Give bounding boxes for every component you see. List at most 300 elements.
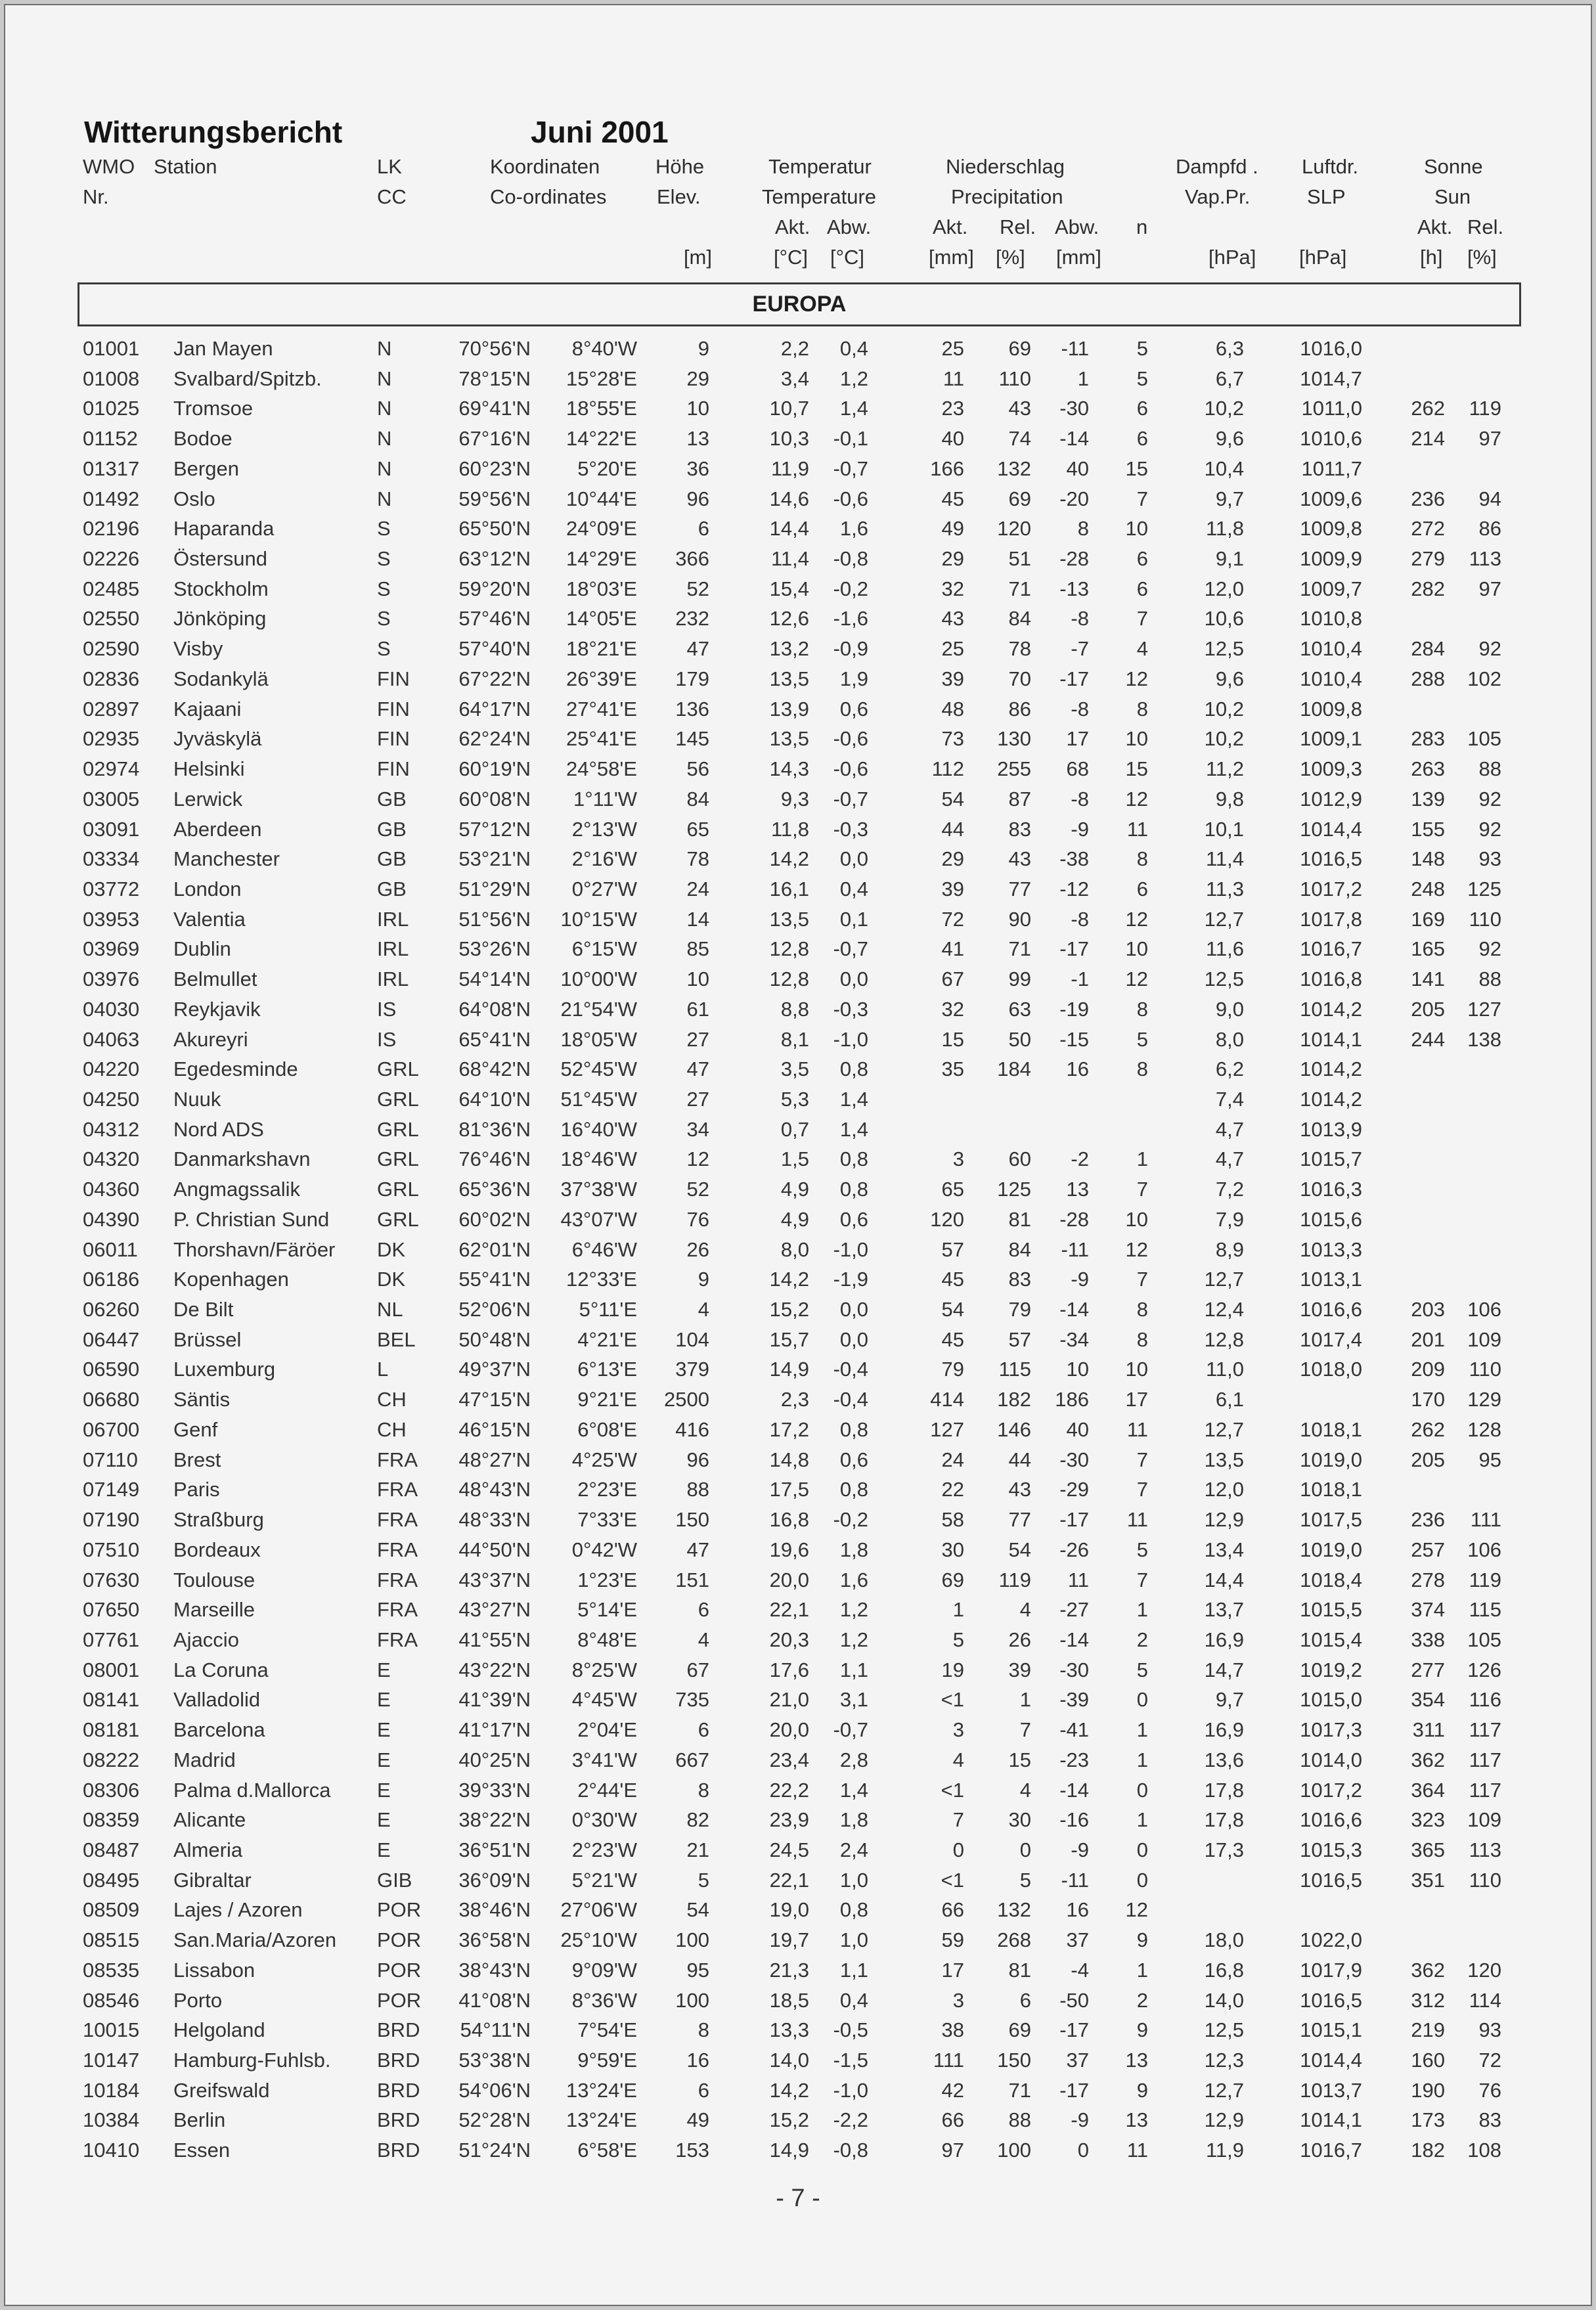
cell-slp: 1016,5 [1300, 847, 1362, 871]
cell-temp: 14,0 [769, 2049, 809, 2072]
cell-temp: 11,9 [770, 456, 809, 480]
cell-precip-rel: 60 [1008, 1147, 1031, 1171]
cell-elev: 36 [686, 456, 709, 480]
cell-station: Brest [173, 1448, 221, 1471]
cell-precip: 67 [941, 967, 964, 991]
cell-precip-dev: 10 [1066, 1358, 1089, 1381]
cell-precip: 45 [941, 1327, 964, 1351]
cell-precip-dev: -16 [1059, 1808, 1089, 1832]
cell-wmo: 07110 [83, 1448, 138, 1471]
cell-sun-rel: 120 [1467, 1958, 1501, 1982]
cell-lon: 18°05'W [560, 1027, 637, 1051]
cell-temp: 19,6 [769, 1538, 809, 1561]
cell-precip-dev: -8 [1071, 907, 1089, 931]
cell-precip-rel: 57 [1008, 1327, 1031, 1351]
cell-station: Marseille [173, 1598, 255, 1622]
cell-temp-dev: 0,8 [839, 1178, 868, 1201]
cell-precip-dev: -14 [1059, 427, 1089, 451]
cell-n: 6 [1136, 577, 1148, 600]
cell-wmo: 06186 [83, 1268, 140, 1291]
cell-precip: 48 [941, 697, 964, 721]
cell-precip: 43 [941, 607, 964, 631]
header-sun-rel: Rel. [1467, 215, 1504, 238]
cell-lat: 52°06'N [458, 1298, 531, 1322]
cell-sun: 288 [1411, 667, 1445, 690]
table-row [5, 844, 1591, 874]
cell-temp-dev: -0,6 [833, 727, 868, 751]
table-row [5, 514, 1591, 544]
cell-precip-dev: -9 [1071, 817, 1089, 841]
cell-slp: 1017,2 [1300, 877, 1362, 900]
cell-lat: 60°19'N [458, 757, 531, 781]
cell-wmo: 06700 [83, 1417, 140, 1441]
cell-slp: 1016,8 [1300, 967, 1362, 991]
cell-vap: 8,9 [1215, 1237, 1244, 1261]
cell-precip-rel: 43 [1008, 1478, 1031, 1501]
cell-precip-rel: 39 [1008, 1658, 1031, 1681]
cell-n: 15 [1125, 757, 1148, 781]
cell-precip-rel: 132 [997, 456, 1031, 480]
cell-lat: 41°39'N [458, 1688, 531, 1712]
cell-station: Luxemburg [173, 1358, 276, 1381]
cell-precip-rel: 71 [1008, 577, 1031, 600]
cell-lat: 59°56'N [458, 487, 531, 510]
cell-precip-dev: 68 [1066, 757, 1089, 781]
cell-precip-dev: -9 [1071, 1838, 1089, 1861]
cell-lat: 36°58'N [458, 1928, 531, 1952]
cell-station: Genf [173, 1417, 218, 1441]
cell-vap: 6,3 [1215, 337, 1244, 360]
cell-precip-dev: -1 [1071, 967, 1089, 991]
cell-elev: 52 [686, 1178, 709, 1201]
cell-lat: 53°26'N [458, 937, 531, 961]
table-row [5, 1174, 1591, 1205]
cell-elev: 34 [686, 1117, 709, 1141]
cell-vap: 9,7 [1215, 487, 1244, 510]
cell-elev: 153 [675, 2139, 709, 2162]
cell-wmo: 07761 [83, 1628, 140, 1651]
table-row [5, 1445, 1591, 1475]
cell-vap: 7,2 [1215, 1178, 1244, 1201]
cell-temp: 24,5 [769, 1838, 809, 1861]
cell-temp: 12,8 [769, 937, 809, 961]
cell-temp: 19,7 [769, 1928, 809, 1952]
cell-vap: 11,2 [1205, 757, 1244, 781]
cell-lon: 18°03'E [566, 577, 637, 600]
cell-country: S [377, 637, 391, 661]
cell-slp: 1013,3 [1300, 1237, 1362, 1261]
cell-sun-rel: 117 [1469, 1718, 1501, 1742]
cell-station: Gibraltar [173, 1868, 252, 1892]
cell-wmo: 04320 [83, 1147, 140, 1171]
document-page [4, 4, 1592, 2306]
cell-station: London [173, 877, 242, 900]
cell-wmo: 02974 [83, 757, 140, 781]
cell-lon: 6°08'E [577, 1417, 637, 1441]
cell-station: Danmarkshavn [173, 1147, 311, 1171]
cell-vap: 10,2 [1204, 697, 1244, 721]
header-precip-unit: [mm] [929, 246, 974, 269]
cell-elev: 100 [675, 1988, 709, 2012]
cell-temp-dev: 0,4 [839, 337, 868, 360]
cell-precip-rel: 115 [998, 1358, 1031, 1381]
cell-sun-rel: 92 [1478, 637, 1501, 661]
cell-temp: 17,6 [769, 1658, 809, 1681]
cell-sun-rel: 97 [1478, 577, 1501, 600]
cell-precip: 42 [941, 2078, 964, 2102]
cell-precip-dev: -38 [1059, 847, 1089, 871]
cell-sun: 182 [1411, 2139, 1445, 2162]
table-row [5, 1415, 1591, 1445]
cell-elev: 100 [675, 1928, 709, 1952]
cell-precip-rel: 255 [997, 757, 1031, 781]
cell-station: Tromsoe [173, 397, 254, 420]
cell-lon: 27°06'W [560, 1898, 637, 1922]
cell-elev: 145 [675, 727, 709, 751]
cell-wmo: 06680 [83, 1388, 140, 1411]
cell-slp: 1010,4 [1300, 637, 1362, 661]
cell-wmo: 07190 [83, 1508, 140, 1532]
cell-precip-dev: -30 [1059, 1448, 1089, 1471]
cell-lon: 25°10'W [560, 1928, 637, 1952]
cell-temp-dev: 3,1 [839, 1688, 868, 1712]
cell-precip-rel: 15 [1008, 1748, 1031, 1771]
cell-elev: 67 [686, 1658, 709, 1681]
cell-lat: 48°33'N [458, 1508, 531, 1532]
cell-sun: 272 [1411, 517, 1445, 541]
cell-sun-rel: 94 [1478, 487, 1501, 510]
cell-slp: 1013,7 [1300, 2078, 1362, 2102]
cell-vap: 4,7 [1215, 1147, 1244, 1171]
cell-n: 8 [1136, 997, 1148, 1021]
cell-precip-rel: 99 [1008, 967, 1031, 991]
cell-n: 12 [1125, 787, 1148, 811]
cell-vap: 16,9 [1204, 1718, 1244, 1742]
cell-station: Greifswald [173, 2078, 270, 2102]
table-row [5, 754, 1591, 784]
cell-temp-dev: -0,7 [833, 787, 868, 811]
cell-elev: 16 [686, 2049, 709, 2072]
cell-station: Jyväskylä [173, 727, 262, 751]
cell-n: 7 [1136, 1178, 1148, 1201]
cell-precip: 66 [941, 2108, 964, 2132]
table-row [5, 1805, 1591, 1835]
cell-temp-dev: 0,8 [839, 1898, 868, 1922]
header-precip-en: Precipitation [951, 185, 1063, 208]
cell-lon: 7°33'E [577, 1508, 637, 1532]
header-vap-unit: [hPa] [1208, 246, 1256, 269]
cell-sun: 244 [1411, 1027, 1445, 1051]
cell-slp: 1016,7 [1300, 2139, 1362, 2162]
cell-elev: 232 [675, 607, 709, 631]
cell-slp: 1009,6 [1300, 487, 1362, 510]
cell-elev: 4 [698, 1628, 709, 1651]
cell-station: Stockholm [173, 577, 269, 600]
cell-temp: 21,3 [769, 1958, 809, 1982]
cell-precip: 39 [941, 877, 964, 900]
cell-vap: 12,3 [1204, 2049, 1244, 2072]
cell-lon: 26°39'E [566, 667, 637, 690]
cell-temp: 13,9 [769, 697, 809, 721]
cell-sun: 257 [1411, 1538, 1445, 1561]
cell-wmo: 02590 [83, 637, 140, 661]
cell-precip-rel: 84 [1008, 1237, 1031, 1261]
cell-sun-rel: 114 [1469, 1988, 1501, 2012]
table-row [5, 424, 1591, 454]
cell-precip: 3 [952, 1988, 964, 2012]
cell-station: Jan Mayen [173, 337, 273, 360]
cell-temp-dev: -0,9 [833, 637, 868, 661]
cell-elev: 95 [686, 1958, 709, 1982]
cell-country: FIN [377, 697, 410, 721]
cell-temp: 15,2 [769, 2108, 809, 2132]
cell-lon: 10°15'W [560, 907, 637, 931]
cell-precip-dev: -20 [1059, 487, 1089, 510]
cell-n: 7 [1136, 487, 1148, 510]
table-row [5, 393, 1591, 424]
cell-sun-rel: 93 [1478, 847, 1501, 871]
header-coords: Koordinaten [490, 155, 600, 178]
cell-slp: 1017,9 [1300, 1958, 1362, 1982]
cell-station: Bergen [173, 456, 239, 480]
cell-elev: 379 [675, 1358, 709, 1381]
table-row [5, 364, 1591, 394]
cell-vap: 17,3 [1204, 1838, 1244, 1861]
cell-precip: <1 [941, 1778, 964, 1802]
cell-wmo: 07149 [83, 1478, 140, 1501]
cell-country: GB [377, 817, 407, 841]
cell-temp: 20,0 [769, 1718, 809, 1742]
cell-country: POR [377, 1928, 422, 1952]
cell-elev: 5 [698, 1868, 709, 1892]
cell-elev: 416 [675, 1417, 709, 1441]
cell-lon: 8°36'W [571, 1988, 637, 2012]
cell-temp-dev: 0,0 [839, 1298, 868, 1322]
cell-precip: 44 [941, 817, 964, 841]
cell-elev: 76 [686, 1207, 709, 1231]
cell-precip-dev: -26 [1059, 1538, 1089, 1561]
cell-lat: 48°43'N [458, 1478, 531, 1501]
cell-temp-dev: 1,9 [839, 667, 868, 690]
cell-station: Barcelona [173, 1718, 265, 1742]
cell-wmo: 03953 [83, 907, 140, 931]
cell-sun-rel: 110 [1469, 1868, 1501, 1892]
cell-n: 6 [1136, 877, 1148, 900]
cell-lon: 10°44'E [566, 487, 637, 510]
cell-temp-dev: -0,4 [833, 1388, 868, 1411]
cell-sun: 236 [1411, 487, 1445, 510]
cell-vap: 11,4 [1205, 847, 1244, 871]
cell-lat: 54°11'N [460, 2018, 531, 2042]
cell-elev: 47 [686, 1057, 709, 1081]
cell-elev: 54 [686, 1898, 709, 1922]
cell-elev: 12 [686, 1147, 709, 1171]
cell-country: E [377, 1718, 391, 1742]
cell-temp: 20,0 [769, 1568, 809, 1591]
cell-lon: 14°22'E [566, 427, 637, 451]
cell-sun-rel: 105 [1467, 1628, 1501, 1651]
cell-lon: 25°41'E [566, 727, 637, 751]
cell-country: FRA [377, 1628, 418, 1651]
cell-precip-dev: -13 [1059, 577, 1089, 600]
cell-temp: 2,3 [780, 1388, 809, 1411]
header-station: Station [154, 155, 217, 178]
cell-country: FIN [377, 757, 410, 781]
cell-temp: 14,3 [769, 757, 809, 781]
cell-lon: 1°11'W [573, 787, 637, 811]
cell-n: 7 [1136, 1478, 1148, 1501]
cell-country: BRD [377, 2108, 420, 2132]
cell-precip-dev: 16 [1066, 1057, 1089, 1081]
header-temp-en: Temperature [762, 185, 877, 208]
table-row [5, 1354, 1591, 1385]
cell-lon: 43°07'W [560, 1207, 637, 1231]
cell-lat: 62°24'N [458, 727, 531, 751]
cell-lat: 36°09'N [458, 1868, 531, 1892]
cell-slp: 1016,6 [1300, 1808, 1362, 1832]
table-row [5, 1205, 1591, 1235]
header-lk: LK [377, 155, 402, 178]
cell-sun-rel: 92 [1478, 817, 1501, 841]
cell-country: S [377, 547, 391, 571]
cell-elev: 136 [675, 697, 709, 721]
cell-slp: 1018,1 [1300, 1478, 1362, 1501]
cell-temp: 14,2 [769, 1268, 809, 1291]
cell-temp-dev: 0,6 [839, 697, 868, 721]
cell-precip-dev: -30 [1059, 397, 1089, 420]
header-temp-akt: Akt. [775, 215, 810, 238]
cell-station: Kopenhagen [173, 1268, 289, 1291]
table-row [5, 1775, 1591, 1806]
header-temp-abw: Abw. [827, 215, 872, 238]
cell-vap: 9,6 [1215, 427, 1244, 451]
cell-lon: 2°13'W [571, 817, 637, 841]
cell-temp: 8,0 [780, 1237, 809, 1261]
cell-precip: 35 [941, 1057, 964, 1081]
cell-precip-rel: 1 [1019, 1688, 1031, 1712]
header-vap: Dampfd . [1176, 155, 1258, 178]
cell-station: Egedesminde [173, 1057, 298, 1081]
cell-precip-dev: -7 [1071, 637, 1089, 661]
cell-wmo: 08001 [83, 1658, 140, 1681]
cell-wmo: 08515 [83, 1928, 140, 1952]
header-elev: Höhe [655, 155, 705, 178]
cell-vap: 10,4 [1204, 456, 1244, 480]
cell-sun: 236 [1411, 1508, 1445, 1532]
cell-wmo: 10410 [83, 2139, 140, 2162]
cell-precip-dev: -17 [1059, 2078, 1089, 2102]
header-temp-unit: [°C] [774, 246, 809, 269]
cell-precip: 30 [941, 1538, 964, 1561]
cell-temp-dev: 0,0 [839, 967, 868, 991]
cell-n: 9 [1136, 1928, 1148, 1952]
cell-precip-rel: 110 [998, 366, 1031, 390]
table-row [5, 1264, 1591, 1295]
cell-temp: 4,9 [780, 1207, 809, 1231]
cell-country: CH [377, 1388, 407, 1411]
cell-temp: 1,5 [780, 1147, 809, 1171]
cell-vap: 11,6 [1205, 937, 1244, 961]
cell-n: 1 [1136, 1808, 1148, 1832]
cell-station: Kajaani [173, 697, 242, 721]
cell-sun-rel: 88 [1478, 967, 1501, 991]
cell-precip-dev: 37 [1066, 2049, 1089, 2072]
cell-sun: 248 [1411, 877, 1445, 900]
cell-lat: 51°29'N [458, 877, 531, 900]
cell-slp: 1015,0 [1300, 1688, 1362, 1712]
cell-temp-dev: -1,6 [833, 607, 868, 631]
cell-sun: 354 [1411, 1688, 1445, 1712]
cell-country: FRA [377, 1448, 418, 1471]
cell-temp-dev: 1,4 [839, 1088, 868, 1111]
cell-precip-rel: 6 [1019, 1988, 1031, 2012]
cell-precip: 32 [941, 997, 964, 1021]
cell-elev: 2500 [664, 1388, 709, 1411]
cell-n: 10 [1125, 727, 1148, 751]
cell-precip-rel: 77 [1008, 877, 1031, 900]
cell-slp: 1011,0 [1301, 397, 1362, 420]
cell-elev: 56 [686, 757, 709, 781]
cell-vap: 16,9 [1204, 1628, 1244, 1651]
cell-sun-rel: 108 [1467, 2139, 1501, 2162]
cell-precip: 40 [941, 427, 964, 451]
cell-precip: 41 [941, 937, 964, 961]
cell-station: Ajaccio [173, 1628, 239, 1651]
cell-country: GIB [377, 1868, 412, 1892]
cell-precip: 59 [941, 1928, 964, 1952]
cell-vap: 13,4 [1204, 1538, 1244, 1561]
header-elev-en: Elev. [657, 185, 701, 208]
cell-temp: 22,1 [769, 1868, 809, 1892]
cell-elev: 9 [698, 1268, 709, 1291]
cell-precip-rel: 71 [1008, 2078, 1031, 2102]
cell-sun: 312 [1411, 1988, 1445, 2012]
cell-precip-dev: -11 [1061, 1868, 1089, 1892]
cell-temp: 13,3 [769, 2018, 809, 2042]
cell-sun-rel: 106 [1467, 1298, 1501, 1322]
cell-temp-dev: -0,6 [833, 757, 868, 781]
cell-elev: 6 [698, 517, 709, 541]
cell-country: GB [377, 877, 407, 900]
cell-n: 8 [1136, 697, 1148, 721]
cell-wmo: 01492 [83, 487, 140, 510]
cell-wmo: 08495 [83, 1868, 140, 1892]
cell-station: Straßburg [173, 1508, 264, 1532]
table-row [5, 1475, 1591, 1505]
cell-wmo: 07510 [83, 1538, 140, 1561]
cell-precip: 17 [941, 1958, 964, 1982]
cell-lat: 68°42'N [458, 1057, 531, 1081]
cell-temp-dev: 1,1 [839, 1658, 868, 1681]
cell-temp-dev: -1,0 [833, 1237, 868, 1261]
cell-lon: 5°11'E [579, 1298, 637, 1322]
cell-slp: 1018,1 [1300, 1417, 1362, 1441]
table-row [5, 904, 1591, 935]
cell-sun-rel: 86 [1478, 517, 1501, 541]
cell-temp-dev: 0,0 [839, 847, 868, 871]
cell-precip: 57 [941, 1237, 964, 1261]
cell-precip: 65 [941, 1178, 964, 1201]
cell-vap: 9,6 [1215, 667, 1244, 690]
cell-vap: 11,8 [1205, 517, 1244, 541]
cell-lat: 57°40'N [458, 637, 531, 661]
cell-elev: 6 [698, 2078, 709, 2102]
cell-lon: 12°33'E [566, 1268, 637, 1291]
cell-lat: 43°37'N [458, 1568, 531, 1591]
cell-elev: 82 [686, 1808, 709, 1832]
cell-temp: 12,6 [769, 607, 809, 631]
cell-station: Oslo [173, 487, 215, 510]
